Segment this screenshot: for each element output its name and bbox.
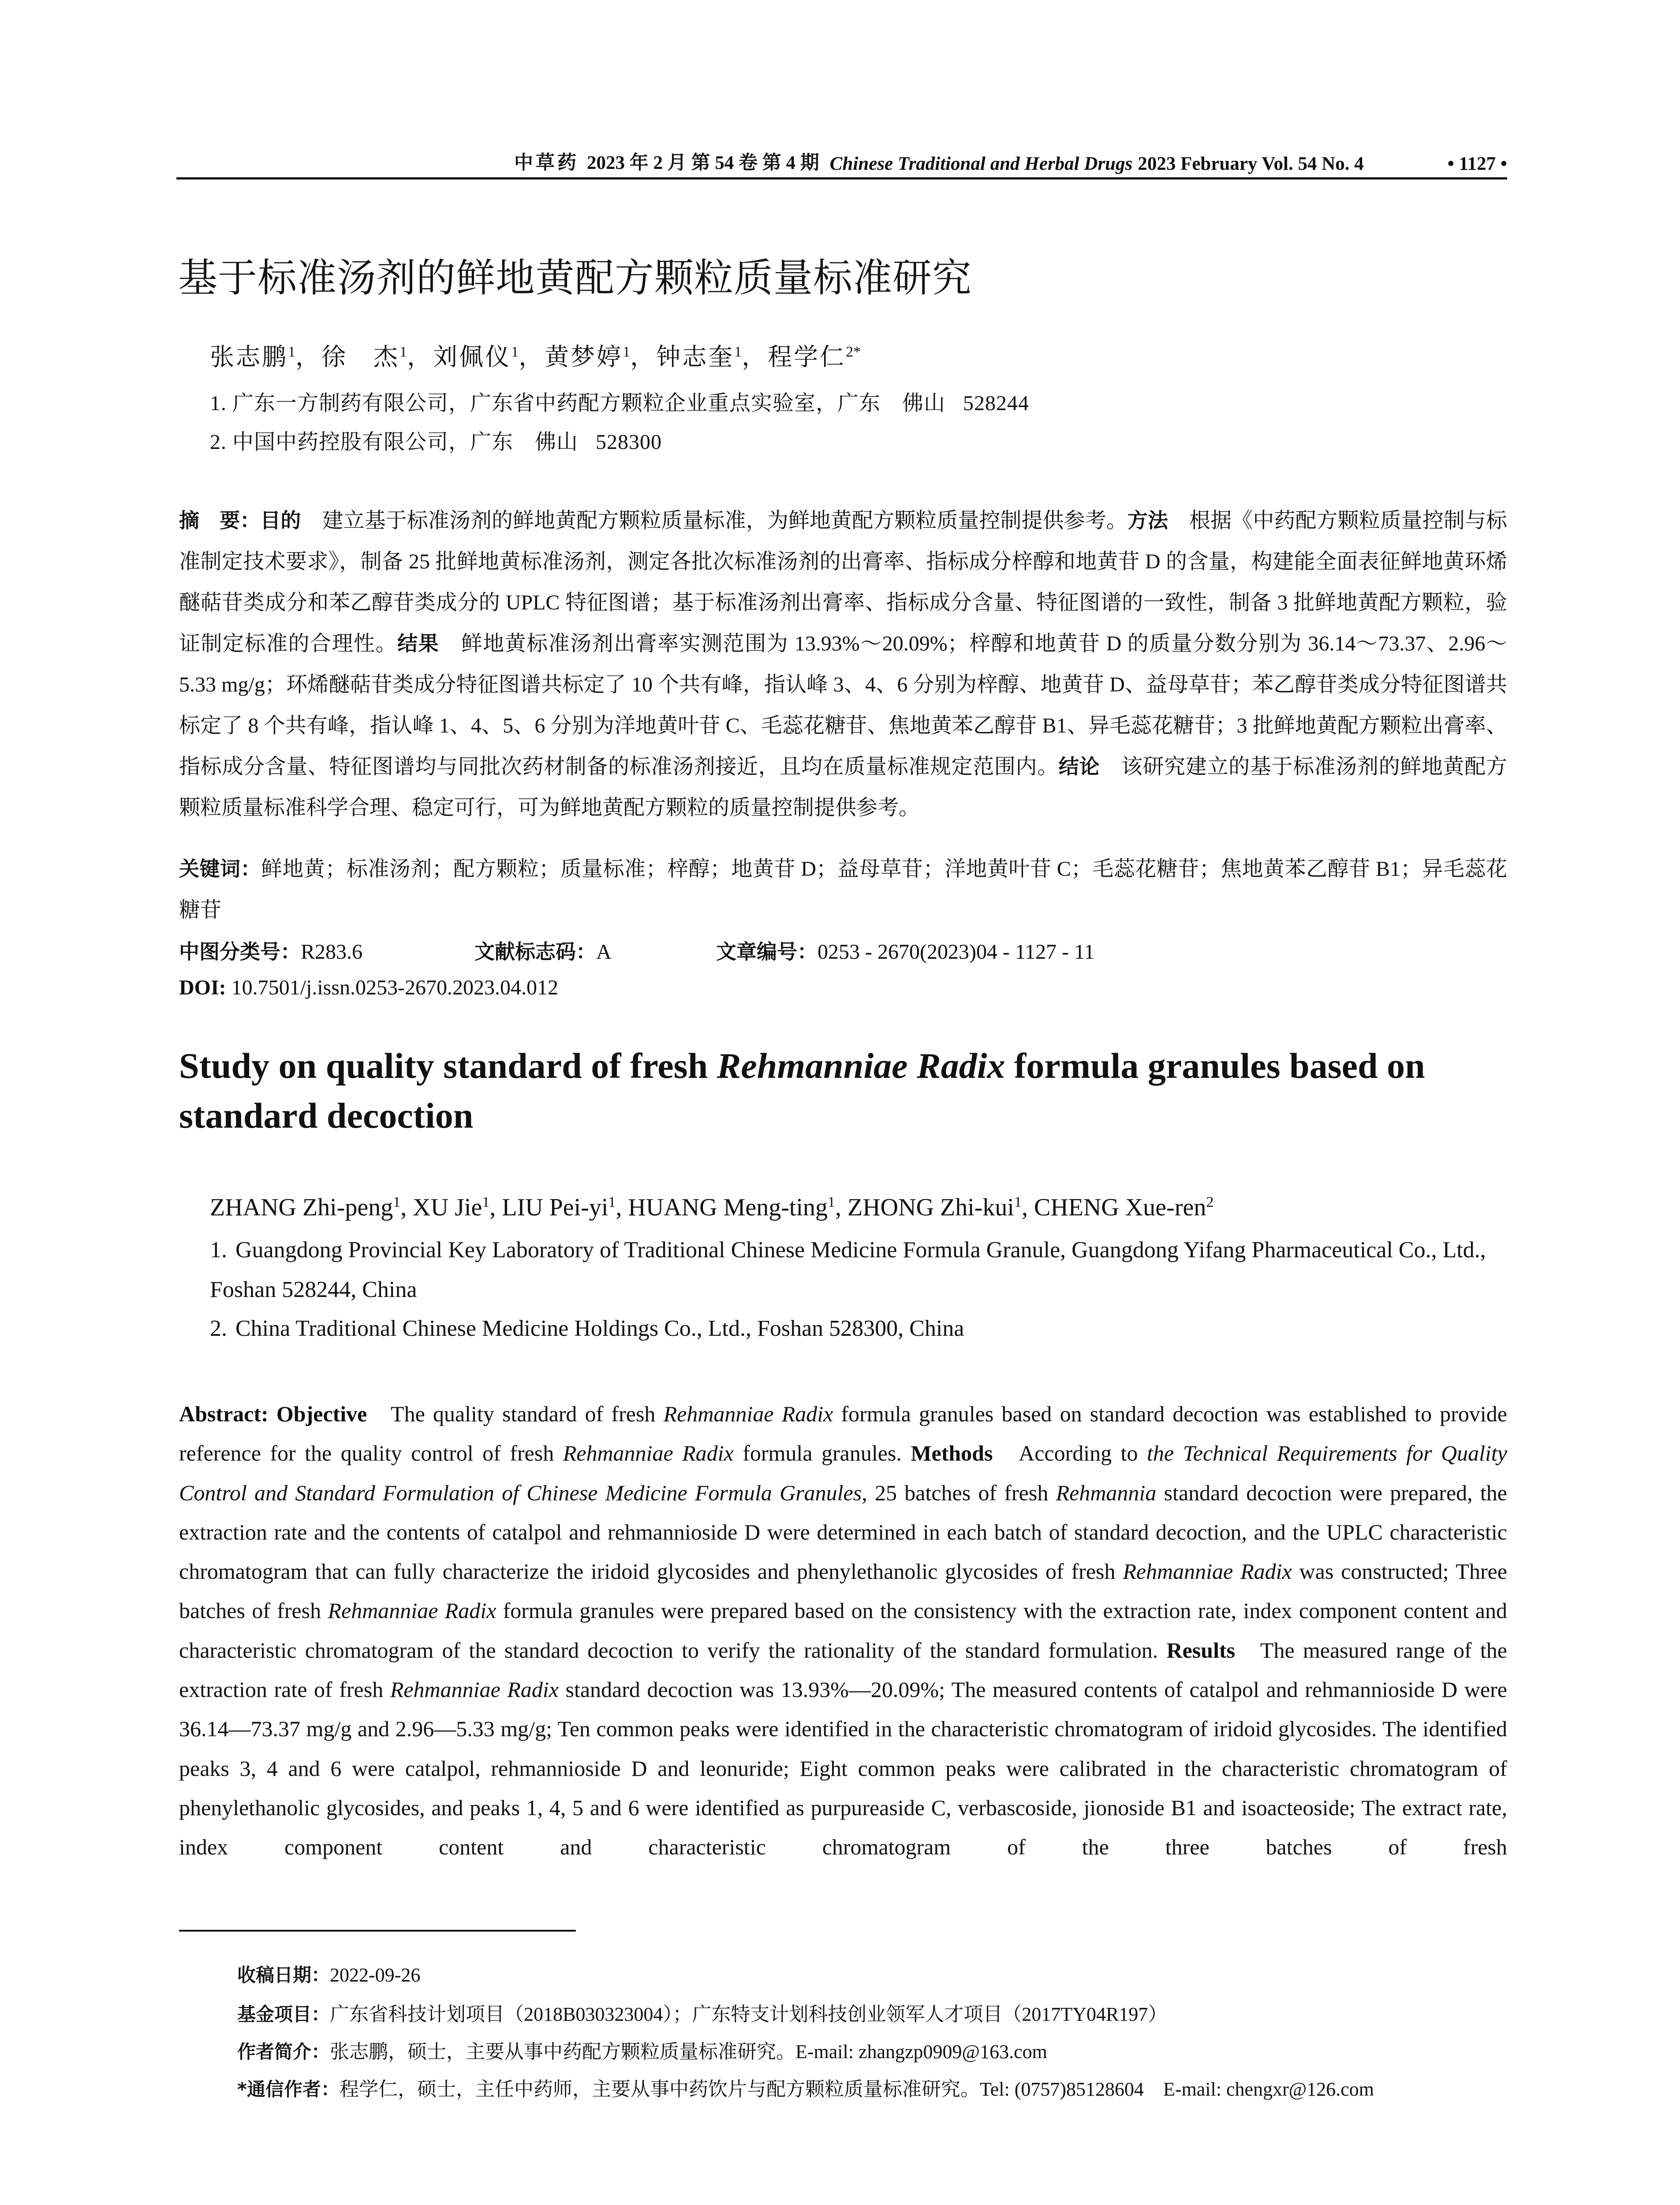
clc-label: 中图分类号：	[179, 940, 301, 964]
title-en	[179, 1041, 1507, 1140]
abstract-text: standard decoction were prepared, the extraction rate and the contents of catalpol and rehmannioside D were determined in each batch of standard decoction, and the UPLC characteristic chromatogram that can fully characterize the iridoid glycosides and phenylethanolic glycosides of fresh	[179, 1480, 1508, 1584]
objective-label-en: Objective	[276, 1401, 367, 1426]
abstract-text: The quality standard of fresh	[391, 1401, 664, 1426]
header-rule	[176, 177, 1507, 179]
doc-code-label: 文献标志码：	[474, 940, 596, 964]
species-name: Rehmannia	[1056, 1480, 1157, 1505]
affiliation-text: China Traditional Chinese Medicine Holdings Co., Ltd., Foshan 528300, China	[235, 1316, 964, 1341]
author-en-affiliation: 1	[828, 1194, 836, 1211]
footnote-label: 收稿日期：	[237, 1964, 330, 1986]
author-en: ZHONG Zhi-kui	[847, 1194, 1014, 1221]
keywords-text-cn: 鲜地黄；标准汤剂；配方颗粒；质量标准；梓醇；地黄苷 D；益母草苷；洋地黄叶苷 C；毛蕊花糖苷；焦地黄苯乙醇苷 B1；异毛蕊花糖苷	[179, 857, 1507, 922]
issue-info-en: 2023 February Vol. 54 No. 4	[1138, 153, 1364, 174]
methods-label-en: Methods	[911, 1441, 993, 1466]
affiliation-en-2	[210, 1309, 1507, 1349]
author-cn-affiliation: 1	[734, 344, 742, 360]
title-en-part: Study on quality standard of fresh	[179, 1046, 717, 1086]
abstract-text: was constructed; Three batches of fresh	[179, 1559, 1507, 1623]
footnote-received	[237, 1961, 420, 1987]
author-en-affiliation: 1	[482, 1194, 490, 1211]
affiliation-cn-1	[210, 386, 1029, 416]
footnote-text: 张志鹏，硕士，主要从事中药配方颗粒质量标准研究。E-mail: zhangzp0909@163.com	[330, 2041, 1047, 2063]
abstract-text: , 25 batches of fresh	[862, 1480, 1056, 1505]
author-cn: 钟志奎	[656, 344, 735, 370]
abstract-text: standard decoction was 13.93%—20.09%; The measured contents of catalpol and rehmannioside D were 36.14—73.37 mg/g and 2.96—5.33 mg/g; Ten common peaks were identified in the characteristic chromatogram of iridoid glycosides. The identified peaks 3, 4 and 6 were catalpol, rehmannioside D and leonuride; Eight common peaks were calibrated in the characteristic chromatogram of phenylethanolic glycosides, and peaks 1, 4, 5 and 6 were identified as purpureaside C, verbascoside, jionoside B1 and isoacteoside; The extract rate, index component content and characteristic chromatogram of the three batches of fresh	[179, 1677, 1507, 1860]
affiliation-text: 1. 广东一方制药有限公司，广东省中药配方颗粒企业重点实验室，广东 佛山	[210, 392, 946, 415]
conclusion-text-cn: 该研究建立的基于标准汤剂的鲜地黄配方颗粒质量标准科学合理、稳定可行，可为鲜地黄配方颗粒的质量控制提供参考。	[179, 755, 1507, 819]
author-en-affiliation: 1	[393, 1194, 401, 1211]
author-cn-affiliation: 1	[623, 344, 631, 360]
footnote-corresponding	[237, 2073, 1374, 2101]
author-cn-affiliation: 1	[288, 344, 296, 360]
footnote-label: *通信作者：	[237, 2078, 340, 2100]
keywords-cn	[179, 848, 1507, 931]
clc-value: R283.6	[301, 940, 363, 964]
footnote-author-bio	[237, 2036, 1047, 2064]
doi-label: DOI:	[179, 976, 226, 999]
author-en-affiliation: 2	[1206, 1194, 1214, 1211]
issue-info-cn: 2023 年 2 月 第 54 卷 第 4 期	[587, 153, 819, 173]
author-cn-affiliation: 1	[511, 344, 519, 360]
objective-text-cn: 建立基于标准汤剂的鲜地黄配方颗粒质量标准，为鲜地黄配方颗粒质量控制提供参考。	[322, 509, 1127, 532]
footnote-funding	[237, 1998, 1167, 2026]
author-cn-affiliation: 2*	[846, 344, 861, 360]
abstract-text: The measured range of the extraction rate of fresh	[179, 1637, 1507, 1702]
journal-name-cn: 中草药	[514, 153, 579, 173]
author-en: CHENG Xue-ren	[1034, 1194, 1206, 1221]
doi-line	[179, 975, 558, 1000]
author-en-affiliation: 1	[608, 1194, 616, 1211]
results-label-cn: 结果	[397, 632, 440, 655]
journal-name-en: Chinese Traditional and Herbal Drugs	[829, 153, 1133, 174]
author-cn: 黄梦婷	[545, 344, 623, 370]
affiliation-cn-2	[210, 425, 662, 455]
abstract-text: formula granules were prepared based on the consistency with the extraction rate, index component content and characteristic chromatogram of the standard decoction to verify the rationality of the standard formulation.	[179, 1598, 1507, 1663]
species-name: Rehmanniae Radix	[328, 1598, 497, 1623]
title-cn: 基于标准汤剂的鲜地黄配方颗粒质量标准研究	[178, 255, 972, 301]
cited-document: the Technical Requirements for Quality Control and Standard Formulation of Chinese Medicine Formula Granules	[179, 1441, 1507, 1505]
classification-line	[179, 936, 1094, 965]
results-text-cn: 鲜地黄标准汤剂出膏率实测范围为 13.93%～20.09%；梓醇和地黄苷 D 的质量分数分别为 36.14～73.37、2.96～5.33 mg/g；环烯醚萜苷类成分特征图谱共标定了 10 个共有峰，指认峰 3、4、6 分别为梓醇、地黄苷 D、益母草苷；苯乙醇苷类成分特征图谱共标定了 8 个共有峰，指认峰 1、4、5、6 分别为洋地黄叶苷 C、毛蕊花糖苷、焦地黄苯乙醇苷 B1、异毛蕊花糖苷；3 批鲜地黄配方颗粒出膏率、指标成分含量、特征图谱均与同批次药材制备的标准汤剂接近，且均在质量标准规定范围内。	[179, 632, 1507, 778]
methods-label-cn: 方法	[1127, 508, 1169, 532]
authors-cn: 张志鹏$^1$，徐 杰$^1$，刘佩仪$^1$，黄梦婷$^1$，钟志奎$^1$，程学仁$^{2*}$	[210, 344, 861, 370]
page-number: • 1127 •	[1447, 153, 1507, 174]
affiliation-text: 2. 中国中药控股有限公司，广东 佛山	[210, 430, 579, 454]
conclusion-label-cn: 结论	[1058, 755, 1100, 778]
species-name: Rehmanniae Radix	[663, 1401, 833, 1426]
abstract-text: formula granules based on standard decoction was established to provide reference for the quality control of fresh	[179, 1401, 1507, 1466]
doc-code-value: A	[596, 940, 612, 964]
author-en: HUANG Meng-ting	[628, 1194, 828, 1221]
author-cn: 刘佩仪	[433, 344, 511, 370]
author-cn: 徐 杰	[321, 344, 400, 370]
affiliation-en-1	[210, 1230, 1507, 1310]
author-en: LIU Pei-yi	[502, 1194, 609, 1221]
postcode: 528300	[596, 430, 662, 454]
title-en-species: Rehmanniae Radix	[717, 1046, 1005, 1086]
affiliation-number: 2.	[210, 1316, 227, 1341]
author-en: XU Jie	[413, 1194, 482, 1221]
species-name: Rehmanniae Radix	[1123, 1559, 1292, 1584]
article-number-label: 文章编号：	[716, 940, 818, 964]
footnote-text: 2022-09-26	[330, 1964, 421, 1986]
methods-text-cn: 根据《中药配方颗粒质量控制与标准制定技术要求》，制备 25 批鲜地黄标准汤剂，测定各批次标准汤剂的出膏率、指标成分梓醇和地黄苷 D 的含量，构建能全面表征鲜地黄环烯醚萜苷类成分和苯乙醇苷类成分的 UPLC 特征图谱；基于标准汤剂出膏率、指标成分含量、特征图谱的一致性，制备 3 批鲜地黄配方颗粒，验证制定标准的合理性。	[179, 509, 1508, 655]
abstract-label-en: Abstract:	[179, 1401, 269, 1426]
doi-value: 10.7501/j.issn.0253-2670.2023.04.012	[231, 976, 559, 999]
abstract-text: According to	[1019, 1441, 1147, 1466]
abstract-cn	[179, 500, 1507, 828]
species-name: Rehmanniae Radix	[563, 1441, 734, 1466]
author-cn: 张志鹏	[210, 344, 288, 370]
author-en-affiliation: 1	[1014, 1194, 1022, 1211]
abstract-en	[179, 1394, 1507, 1867]
footnote-rule	[179, 1930, 576, 1932]
footnote-label: 作者简介：	[237, 2041, 330, 2063]
author-cn: 程学仁	[768, 344, 846, 370]
objective-label-cn: 目的	[260, 508, 301, 532]
species-name: Rehmanniae Radix	[390, 1677, 559, 1702]
affiliation-number: 1.	[210, 1237, 227, 1263]
abstract-text: formula granules.	[733, 1441, 911, 1466]
footnote-label: 基金项目：	[237, 2003, 330, 2025]
abstract-label-cn: 摘 要：	[179, 508, 261, 532]
results-label-en: Results	[1166, 1637, 1236, 1663]
postcode: 528244	[963, 392, 1030, 415]
footnote-text: 广东省科技计划项目（2018B030323004）；广东特支计划科技创业领军人才项目（2017TY04R197）	[330, 2003, 1168, 2025]
running-header	[176, 140, 1507, 175]
authors-en: ZHANG Zhi-peng$^1$, XU Jie$^1$, LIU Pei-$yi^1$, HUANG Meng-ting$^1$, ZHONG Zhi-kui$^1$, CHENG Xue-ren$^2$	[210, 1194, 1214, 1221]
author-en: ZHANG Zhi-peng	[210, 1194, 393, 1221]
footnote-text: 程学仁，硕士，主任中药师，主要从事中药饮片与配方颗粒质量标准研究。Tel: (0757)85128604 E-mail: chengxr@126.com	[339, 2078, 1374, 2100]
title-en-part: formula granules based on standard decoction	[179, 1046, 1425, 1136]
keywords-label-cn: 关键词：	[179, 857, 261, 881]
author-cn-affiliation: 1	[399, 344, 407, 360]
affiliation-text: Guangdong Provincial Key Laboratory of Traditional Chinese Medicine Formula Granule, Guangdong Yifang Pharmaceutical Co., Ltd., Foshan 528244, China	[210, 1237, 1486, 1302]
article-number-value: 0253 - 2670(2023)04 - 1127 - 11	[818, 940, 1095, 964]
